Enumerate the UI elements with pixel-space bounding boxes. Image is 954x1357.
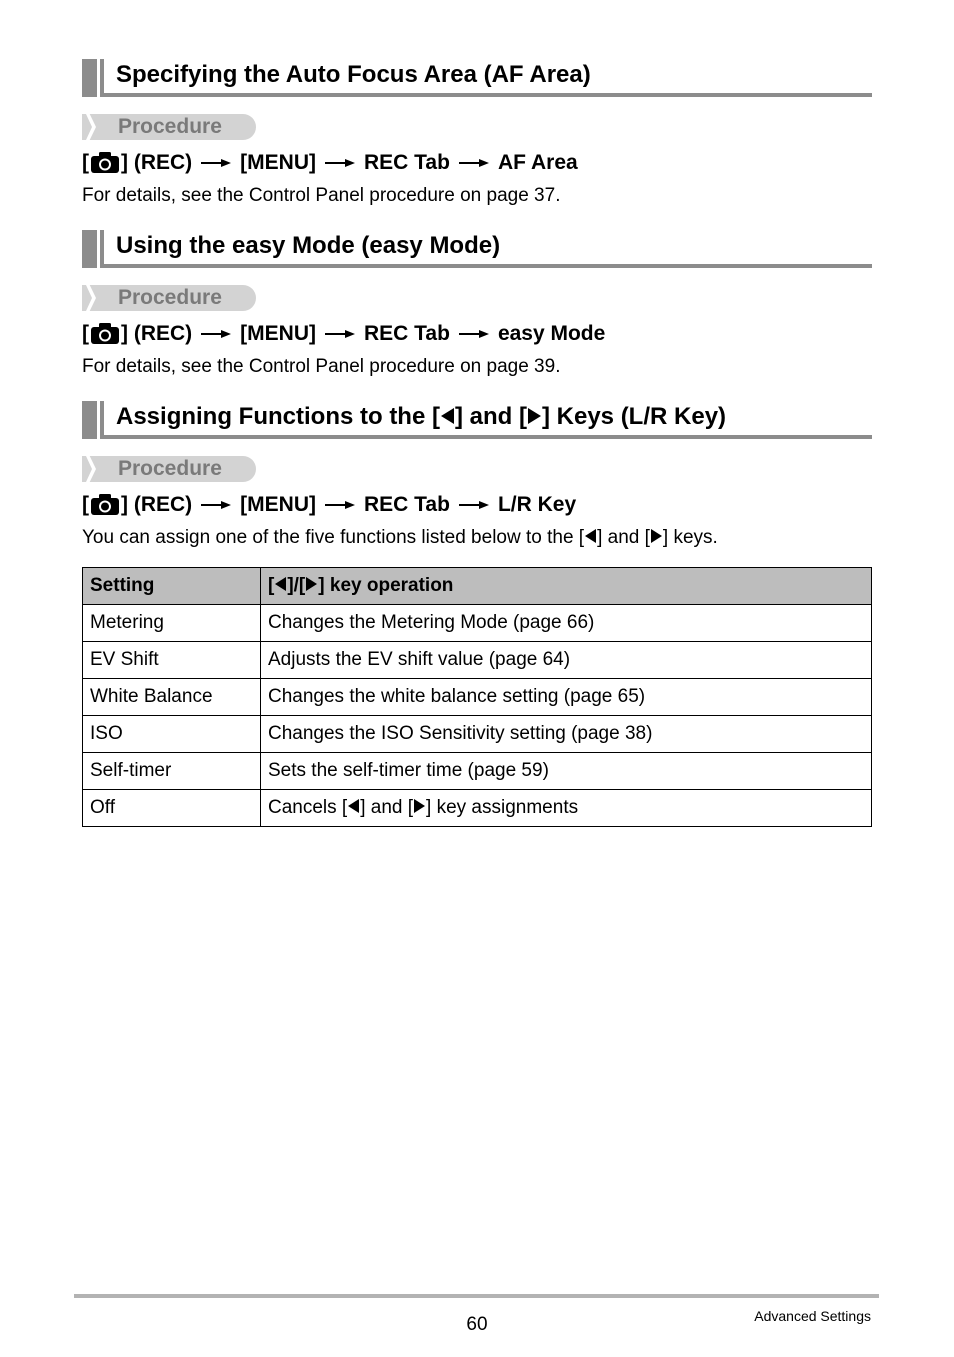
arrow-right-icon [459, 500, 489, 510]
camera-icon [90, 152, 120, 174]
setting-cell: ISO [83, 716, 261, 753]
footer-divider [74, 1294, 879, 1298]
procedure-tag [82, 456, 256, 482]
procedure-label: Procedure [118, 457, 222, 480]
arrow-right-icon [459, 329, 489, 339]
operation-cell: Changes the Metering Mode (page 66) [261, 605, 872, 642]
bracket-open: [ [82, 151, 89, 174]
menu-path [82, 150, 578, 176]
key-assignment-table [82, 567, 872, 827]
procedure-label: Procedure [118, 115, 222, 138]
tab-label: REC Tab [363, 322, 450, 345]
operation-cell: Changes the ISO Sensitivity setting (page 38) [261, 716, 872, 753]
right-key-icon [527, 407, 542, 425]
menu-path [82, 492, 576, 518]
setting-cell: White Balance [83, 679, 261, 716]
operation-cell: Sets the self-timer time (page 59) [261, 753, 872, 790]
footer-section-name: Advanced Settings [754, 1308, 871, 1324]
table-row [83, 605, 872, 642]
camera-icon [90, 323, 120, 345]
arrow-right-icon [459, 158, 489, 168]
procedure-tag [82, 285, 256, 311]
setting-cell: EV Shift [83, 642, 261, 679]
right-key-icon [413, 798, 426, 814]
item-label: L/R Key [497, 493, 577, 516]
procedure-label: Procedure [118, 286, 222, 309]
section-heading-lr-key [82, 401, 872, 439]
menu-label: [MENU] [240, 151, 316, 174]
operation-cell: Changes the white balance setting (page 65) [261, 679, 872, 716]
rec-label: ] (REC) [121, 322, 193, 345]
table-header-row [83, 568, 872, 605]
operation-cell: Adjusts the EV shift value (page 64) [261, 642, 872, 679]
table-row [83, 642, 872, 679]
section-title: Using the easy Mode (easy Mode) [116, 232, 501, 259]
detail-text: You can assign one of the five functions listed below to the [ ] and [ ] keys. [82, 527, 718, 548]
rec-label: ] (REC) [121, 151, 193, 174]
column-header-operation: [ ]/[ ] key operation [261, 568, 872, 605]
arrow-right-icon [201, 158, 231, 168]
tab-label: REC Tab [363, 493, 450, 516]
section-heading-easy-mode [82, 230, 872, 268]
section-title: Assigning Functions to the [ ] and [ ] Keys (L/R Key) [116, 403, 727, 430]
camera-icon [90, 494, 120, 516]
menu-label: [MENU] [240, 493, 316, 516]
section-title: Specifying the Auto Focus Area (AF Area) [116, 61, 591, 88]
tab-label: REC Tab [363, 151, 450, 174]
arrow-right-icon [325, 329, 355, 339]
section-heading-af-area [82, 59, 872, 97]
setting-cell: Metering [83, 605, 261, 642]
setting-cell: Off [83, 790, 261, 827]
table-row [83, 679, 872, 716]
rec-label: ] (REC) [121, 493, 193, 516]
arrow-right-icon [201, 500, 231, 510]
right-key-icon [305, 576, 318, 592]
item-label: easy Mode [497, 322, 606, 345]
page-number: 60 [466, 1314, 488, 1335]
operation-cell: Cancels [ ] and [ ] key assignments [261, 790, 872, 827]
detail-text: For details, see the Control Panel procedure on page 37. [82, 185, 561, 206]
detail-text: For details, see the Control Panel procedure on page 39. [82, 356, 561, 377]
table-row [83, 716, 872, 753]
item-label: AF Area [497, 151, 578, 174]
left-key-icon [440, 407, 455, 425]
column-header-setting: Setting [83, 568, 261, 605]
menu-label: [MENU] [240, 322, 316, 345]
setting-cell: Self-timer [83, 753, 261, 790]
table-row [83, 753, 872, 790]
bracket-open: [ [82, 322, 89, 345]
bracket-open: [ [82, 493, 89, 516]
arrow-right-icon [325, 500, 355, 510]
left-key-icon [347, 798, 360, 814]
right-key-icon [650, 528, 663, 544]
left-key-icon [584, 528, 597, 544]
arrow-right-icon [325, 158, 355, 168]
left-key-icon [274, 576, 287, 592]
menu-path [82, 321, 605, 347]
procedure-tag [82, 114, 256, 140]
table-row [83, 790, 872, 827]
arrow-right-icon [201, 329, 231, 339]
